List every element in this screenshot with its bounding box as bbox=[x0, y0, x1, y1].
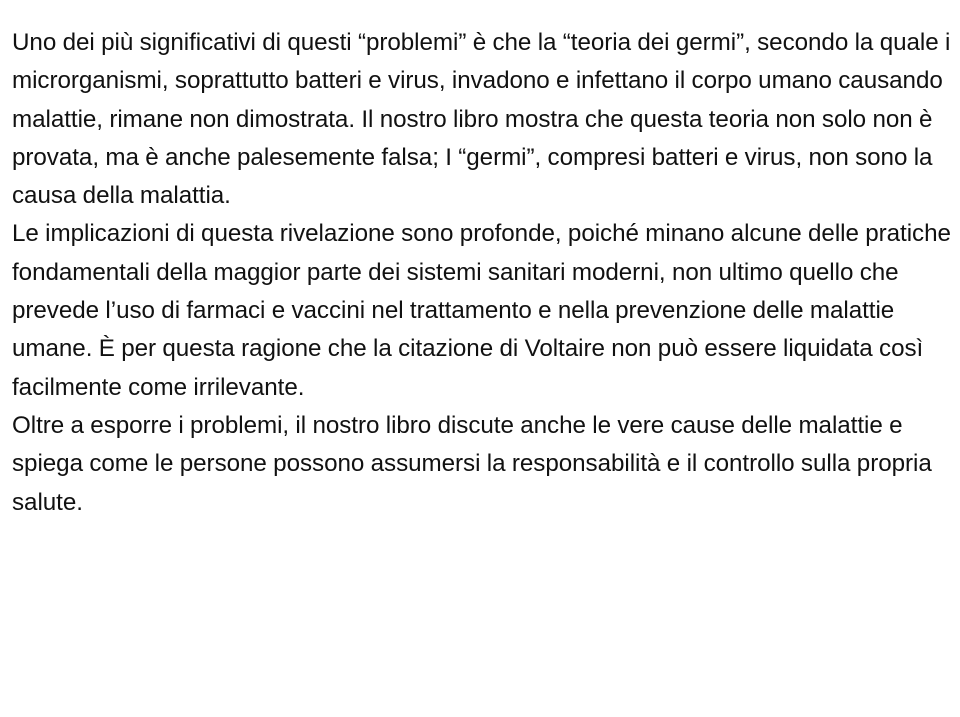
paragraph-implications: Le implicazioni di questa rivelazione sono profonde, poiché minano alcune delle pratiche fondamentali della maggior parte dei sistemi sanitari moderni, non ultimo quello che prevede l’uso di farmaci e vaccini nel trattamento e nella prevenzione delle malattie umane. È per questa ragione che la citazione di Voltaire non può essere liquidata così facilmente come irrilevante. bbox=[12, 220, 951, 401]
paragraph-germ-theory: Uno dei più significativi di questi “problemi” è che la “teoria dei germi”, secondo la quale i microrganismi, soprattutto batteri e virus, invadono e infettano il corpo umano causando malattie, rimane non dimostrata. Il nostro libro mostra che questa teoria non solo non è provata, ma è anche palesemente falsa; I “germi”, compresi batteri e virus, non sono la causa della malattia. bbox=[12, 29, 951, 210]
body-text bbox=[12, 24, 954, 522]
paragraph-true-causes: Oltre a esporre i problemi, il nostro libro discute anche le vere cause delle malattie e spiega come le persone possono assumersi la responsabilità e il controllo sulla propria salute. bbox=[12, 411, 932, 516]
